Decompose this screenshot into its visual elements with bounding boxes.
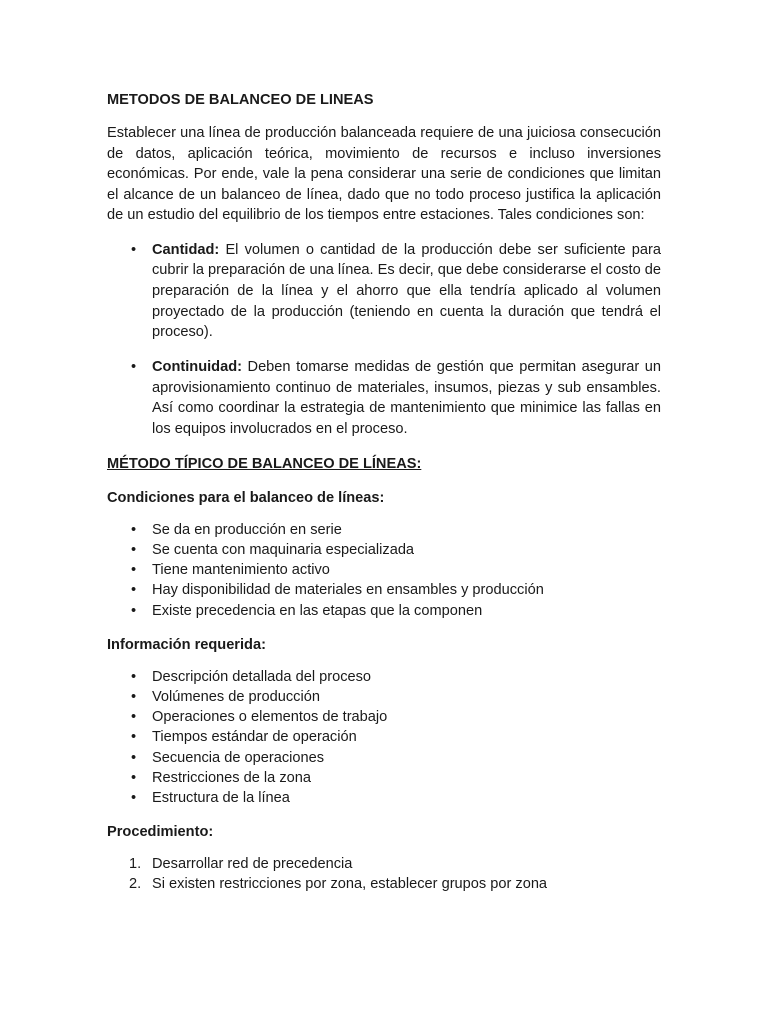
list-item <box>107 768 661 788</box>
list-item <box>107 580 661 600</box>
method-title: MÉTODO TÍPICO DE BALANCEO DE LÍNEAS: <box>107 455 422 472</box>
bullet-icon: • <box>131 582 137 599</box>
bullet-icon: • <box>131 521 137 538</box>
list-item <box>107 520 661 540</box>
list-item-text: Secuencia de operaciones <box>152 749 325 766</box>
list-item <box>107 727 661 747</box>
bullet-icon: • <box>131 769 137 786</box>
list-number: 1. <box>129 856 142 873</box>
conditions-list <box>107 520 661 621</box>
info-heading: Información requerida: <box>107 636 266 653</box>
list-item-text: Tiempos estándar de operación <box>152 729 357 746</box>
conditions-heading: Condiciones para el balanceo de líneas: <box>107 489 385 506</box>
list-item <box>107 357 661 440</box>
condition-term: Cantidad: <box>152 241 220 258</box>
list-item <box>107 854 661 874</box>
bullet-icon: • <box>131 241 137 258</box>
list-item <box>107 540 661 560</box>
condition-term: Continuidad: <box>152 359 242 376</box>
list-item-text: Operaciones o elementos de trabajo <box>152 709 388 726</box>
list-item-text: Desarrollar red de precedencia <box>152 856 353 873</box>
list-item-text: Se da en producción en serie <box>152 521 342 538</box>
list-item-text: Volúmenes de producción <box>152 689 320 706</box>
list-item <box>107 707 661 727</box>
list-item <box>107 560 661 580</box>
list-item-text: Hay disponibilidad de materiales en ensambles y producción <box>152 582 544 599</box>
bullet-icon: • <box>131 749 137 766</box>
condition-text: El volumen o cantidad de la producción debe ser suficiente para cubrir la preparación de una línea. Es decir, que debe considerarse el costo de preparación de la línea y el ahorro que ella tendría aplicado al volumen proyectado de la producción (teniendo en cuenta la duración que tendrá el proceso). <box>152 241 661 341</box>
conditions-detail-list <box>107 240 661 440</box>
bullet-icon: • <box>131 689 137 706</box>
list-item <box>107 667 661 687</box>
document-title: METODOS DE BALANCEO DE LINEAS <box>107 92 374 108</box>
document-page <box>107 90 661 895</box>
bullet-icon: • <box>131 602 137 619</box>
bullet-icon: • <box>131 709 137 726</box>
list-item-text: Se cuenta con maquinaria especializada <box>152 542 415 559</box>
list-item-text: Restricciones de la zona <box>152 769 311 786</box>
procedure-list <box>107 854 661 894</box>
procedure-heading: Procedimiento: <box>107 824 214 841</box>
list-item <box>107 788 661 808</box>
list-item-text: Existe precedencia en las etapas que la componen <box>152 602 483 619</box>
info-list <box>107 667 661 808</box>
list-item <box>107 748 661 768</box>
bullet-icon: • <box>131 668 137 685</box>
condition-text: Deben tomarse medidas de gestión que permitan asegurar un aprovisionamiento continuo de materiales, insumos, piezas y sub ensambles. Así como coordinar la estrategia de mantenimiento que minimice las fallas en los equipos involucrados en el proceso. <box>152 359 661 438</box>
bullet-icon: • <box>131 790 137 807</box>
list-item <box>107 874 661 894</box>
bullet-icon: • <box>131 542 137 559</box>
list-item-text: Tiene mantenimiento activo <box>152 562 330 579</box>
list-item <box>107 687 661 707</box>
list-number: 2. <box>129 876 142 893</box>
bullet-icon: • <box>131 729 137 746</box>
list-item <box>107 601 661 621</box>
list-item-text: Estructura de la línea <box>152 790 290 807</box>
list-item <box>107 240 661 344</box>
bullet-icon: • <box>131 562 137 579</box>
list-item-text: Descripción detallada del proceso <box>152 668 372 685</box>
intro-paragraph: Establecer una línea de producción balanceada requiere de una juiciosa consecución de datos, aplicación teórica, movimiento de recursos e incluso inversiones económicas. Por ende, vale la pena considerar una serie de condiciones que limitan el alcance de un balanceo de línea, dado que no todo proceso justifica la aplicación de un estudio del equilibrio de los tiempos entre estaciones. Tales condiciones son: <box>107 125 661 223</box>
bullet-icon: • <box>131 359 137 376</box>
list-item-text: Si existen restricciones por zona, establecer grupos por zona <box>152 876 548 893</box>
